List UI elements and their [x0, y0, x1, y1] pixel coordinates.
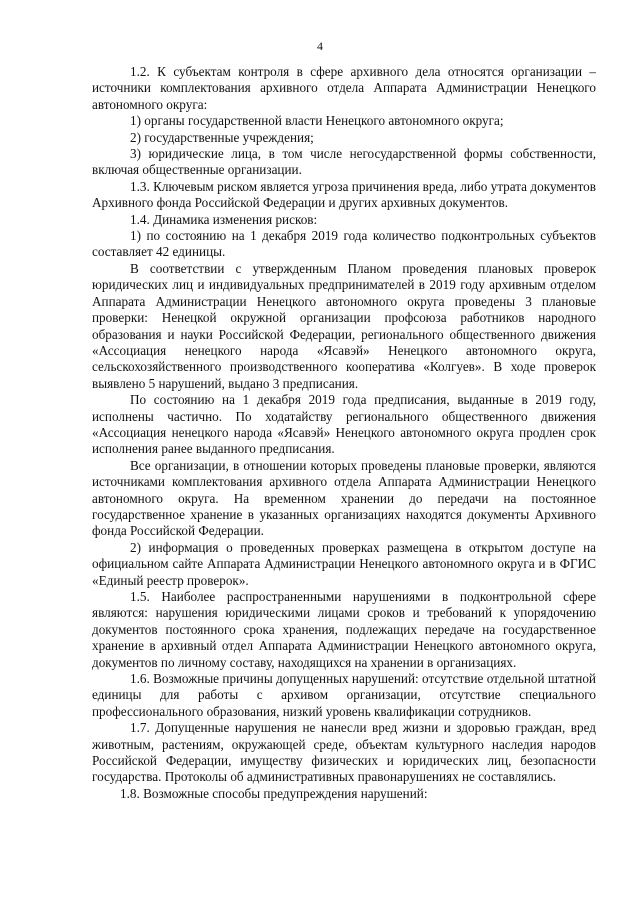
paragraph-organizations: Все организации, в отношении которых проведены плановые проверки, являются источниками комплектования архивного отдела Аппарата Администрации Ненецкого автономного округа. На временном хранении до передачи на постоянное государственное хранение в указанных организациях находятся документы Архивного фонда Российской Федерации.	[92, 457, 596, 539]
paragraph-1-7: 1.7. Допущенные нарушения не нанесли вред жизни и здоровью граждан, вред животным, растениям, окружающей среде, объектам культурного наследия народов Российской Федерации, имуществу физических и юридических лиц, безопасности государства. Протоколы об административных правонарушениях не составлялись.	[92, 720, 596, 785]
list-item-2: 2) государственные учреждения;	[130, 129, 314, 145]
list-item-1: 1) органы государственной власти Ненецкого автономного округа;	[130, 113, 504, 129]
page-number: 4	[317, 39, 323, 53]
risk-item-2: 2) информация о проведенных проверках размещена в открытом доступе на официальном сайте Аппарата Администрации Ненецкого автономного округа и в ФГИС «Единый реестр проверок».	[92, 539, 596, 588]
paragraph-inspections: В соответствии с утвержденным Планом проведения плановых проверок юридических лиц и индивидуальных предпринимателей в 2019 году архивным отделом Аппарата Администрации Ненецкого автономного округа проведены 3 плановые проверки: Ненецкой окружной организации профсоюза работников народного образования и науки Российской Федерации, регионального общественного движения «Ассоциация ненецкого народа «Ясавэй» Ненецкого автономного округа, сельскохозяйственного производственного кооператива «Колгуев». В ходе проверок выявлено 5 нарушений, выдано 3 предписания.	[92, 260, 596, 391]
paragraph-1-5: 1.5. Наиболее распространенными нарушениями в подконтрольной сфере являются: нарушения юридическими лицами сроков и требований к упорядочению документов постоянного срока хранения, подлежащих передаче на государственное хранение в архивный отдел Аппарата Администрации Ненецкого автономного округа, документов по личному составу, находящихся на хранении в организациях.	[92, 589, 596, 670]
paragraph-1-2: 1.2. К субъектам контроля в сфере архивного дела относятся организации – источники комплектования архивного отдела Аппарата Администрации Ненецкого автономного округа:	[92, 64, 596, 112]
list-item-3: 3) юридические лица, в том числе негосударственной формы собственности, включая общественные организации.	[92, 146, 596, 178]
paragraph-1-3: 1.3. Ключевым риском является угроза причинения вреда, либо утрата документов Архивного фонда Российской Федерации и других архивных документов.	[92, 178, 596, 211]
paragraph-1-6: 1.6. Возможные причины допущенных нарушений: отсутствие отдельной штатной единицы для работы с архивом организации, отсутствие специального профессионального образования, низкий уровень квалификации сотрудников.	[92, 671, 596, 719]
paragraph-prescriptions: По состоянию на 1 декабря 2019 года предписания, выданные в 2019 году, исполнены частично. По ходатайству регионального общественного движения «Ассоциация ненецкого народа «Ясавэй» Ненецкого автономного округа продлен срок исполнения ранее выданного предписания.	[92, 392, 596, 457]
risk-item-1: 1) по состоянию на 1 декабря 2019 года количество подконтрольных субъектов составляет 42 единицы.	[92, 228, 596, 260]
paragraph-1-8: 1.8. Возможные способы предупреждения нарушений:	[120, 785, 428, 801]
paragraph-1-4: 1.4. Динамика изменения рисков:	[130, 211, 318, 227]
document-body	[92, 64, 596, 802]
